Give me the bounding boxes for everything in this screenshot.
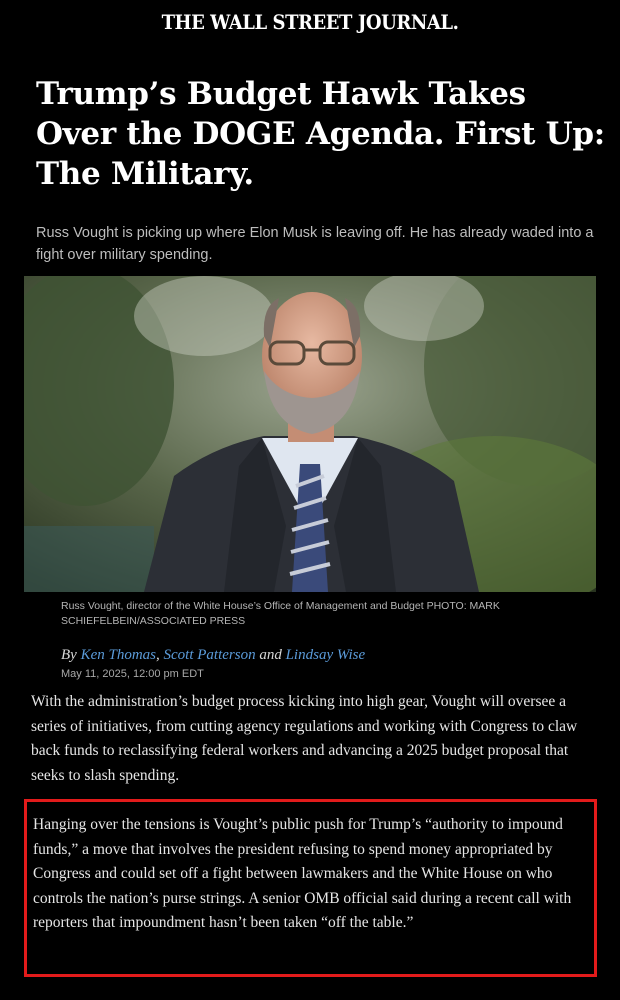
- portrait-image: [24, 276, 596, 592]
- author-link-ken-thomas[interactable]: Ken Thomas: [80, 647, 157, 663]
- article-dek: Russ Vought is picking up where Elon Musk is leaving off. He has already waded into a fight over military spending.: [36, 225, 594, 263]
- byline: [61, 647, 581, 664]
- publish-date: May 11, 2025, 12:00 pm EDT: [61, 668, 204, 680]
- photo-caption: Russ Vought, director of the White House’s Office of Management and Budget PHOTO: MARK SCHIEFELBEIN/ASSOCIATED PRESS: [61, 600, 500, 627]
- article-headline: Trump’s Budget Hawk Takes Over the DOGE Agenda. First Up: The Military.: [36, 76, 605, 192]
- byline-prefix: By: [61, 647, 77, 663]
- article-paragraph-1: With the administration’s budget process kicking into high gear, Vought will oversee a series of initiatives, from cutting agency regulations and working with Congress to claw back funds to reclassifying federal workers and advancing a 2025 budget proposal that seeks to slash spending.: [31, 693, 578, 784]
- byline-separator: ,: [156, 647, 160, 663]
- article-paragraph-2: Hanging over the tensions is Vought’s public push for Trump’s “authority to impound funds,” a move that involves the president refusing to spend money appropriated by Congress and could set off a fight between lawmakers and the White House on who controls the nation’s purse strings. A senior OMB official said during a recent call with reporters that impoundment hasn’t been taken “off the table.”: [33, 816, 572, 931]
- author-link-scott-patterson[interactable]: Scott Patterson: [163, 647, 256, 663]
- byline-and: and: [259, 647, 282, 663]
- masthead-logo[interactable]: THE WALL STREET JOURNAL.: [161, 10, 459, 34]
- article-photo: [24, 276, 596, 592]
- author-link-lindsay-wise[interactable]: Lindsay Wise: [285, 647, 366, 663]
